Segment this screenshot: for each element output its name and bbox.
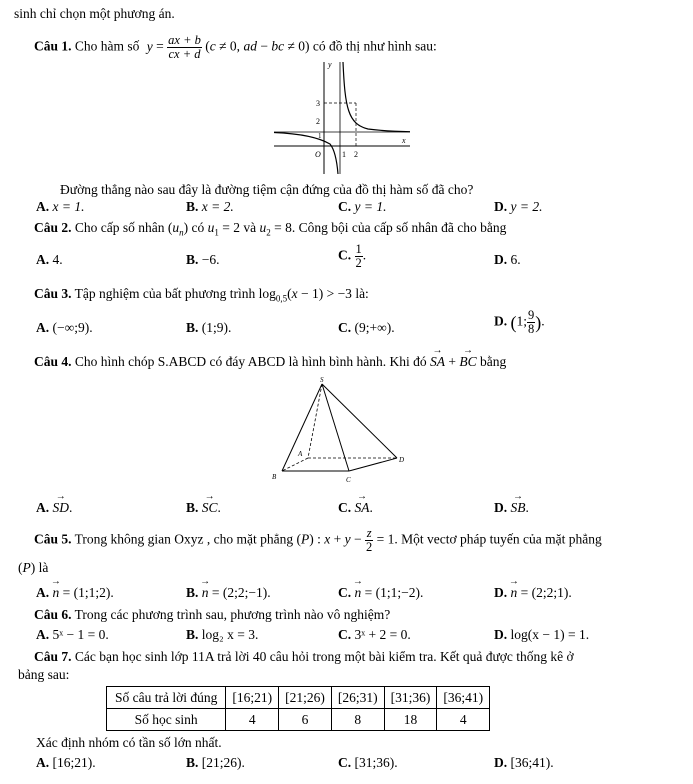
vertex-B: B xyxy=(272,473,277,481)
q7-option-c: C. [31;36). xyxy=(338,755,398,770)
edge-AB xyxy=(282,458,308,471)
table-header-cell: Số câu trả lời đúng xyxy=(107,687,226,709)
table-cell: 6 xyxy=(279,709,332,731)
q7-question: Xác định nhóm có tần số lớn nhất. xyxy=(36,735,222,750)
q4-option-a: A. → SD. xyxy=(36,500,72,516)
q1-option-d: D. y = 2. xyxy=(494,199,543,214)
q5-option-b: B. → n = (2;2;−1). xyxy=(186,585,271,601)
q1-hyperbola-graph xyxy=(268,58,416,176)
left-branch xyxy=(274,133,338,175)
edge-SA xyxy=(308,384,322,458)
q5-option-a: A. → n = (1;1;2). xyxy=(36,585,114,601)
q6-option-d: D. log(x − 1) = 1. xyxy=(494,627,590,642)
vertex-D: D xyxy=(399,456,405,464)
q6-option-b: B. log₂ x = 3. xyxy=(186,627,259,642)
q1-stem: Câu 1. Cho hàm số y = $\frac{ax + b}{cx + d}$ (c ≠ 0, ad − bc ≠ 0) có đồ thị như hình sau: xyxy=(34,33,437,62)
q5-stem: Câu 5. Trong không gian Oxyz , cho mặt phẳng (P) : x + y − $\frac{z}{2}$ = 1. Một vectơ pháp tuyến của mặt phẳng xyxy=(34,526,602,555)
q6-option-a: A. 5ˣ − 1 = 0. xyxy=(36,627,109,642)
table-cell: 4 xyxy=(226,709,279,731)
q2-option-d: D. 6. xyxy=(494,252,521,267)
q1-option-b: B. x = 2. xyxy=(186,199,234,214)
table-cell: [16;21) xyxy=(226,687,279,709)
intro-text: sinh chỉ chọn một phương án. xyxy=(14,6,175,21)
q2-option-a: A. 4. xyxy=(36,252,63,267)
graph-tick-y3: 3 xyxy=(316,99,320,108)
table-row xyxy=(107,709,490,731)
q7-stem: Câu 7. Các bạn học sinh lớp 11A trả lời 40 câu hỏi trong một bài kiểm tra. Kết quả được thống kê ở xyxy=(34,649,574,664)
table-header-cell: Số học sinh xyxy=(107,709,226,731)
vertex-A: A xyxy=(298,450,303,458)
graph-tick-y2: 2 xyxy=(316,117,320,126)
graph-tick-x1: 1 xyxy=(342,150,346,159)
q4-option-c: C. → SA. xyxy=(338,500,373,516)
q4-stem: Câu 4. Cho hình chóp S.ABCD có đáy ABCD là hình bình hành. Khi đó → SA + → BC bằng xyxy=(34,354,506,370)
q5-option-d: D. → n = (2;2;1). xyxy=(494,585,572,601)
q2-stem: Câu 2. Cho cấp số nhân $(u_n)$ có $u_1 = 2$ và $u_2 = 8$. Công bội của cấp số nhân đã cho bằng xyxy=(34,220,507,238)
q3-option-a: A. (−∞;9). xyxy=(36,320,93,335)
q3-option-d: D. (1; $\frac{9}{8}$ ). xyxy=(494,308,545,337)
graph-origin: O xyxy=(315,150,321,159)
table-row xyxy=(107,687,490,709)
q4-option-b: B. → SC. xyxy=(186,500,221,516)
q1-text-a: Cho hàm số xyxy=(74,38,140,54)
q3-label: Câu 3. xyxy=(34,286,72,301)
vertex-C: C xyxy=(346,476,351,484)
graph-x-label: x xyxy=(402,136,406,145)
q4-label: Câu 4. xyxy=(34,354,72,369)
table-cell: 18 xyxy=(384,709,437,731)
q4-option-d: D. → SB. xyxy=(494,500,529,516)
q6-stem: Câu 6. Trong các phương trình sau, phương trình nào vô nghiệm? xyxy=(34,607,391,622)
graph-tick-y1: 1 xyxy=(318,132,322,140)
q1-text-b: có đồ thị như hình sau: xyxy=(312,38,437,54)
vertex-S: S xyxy=(320,376,324,384)
table-cell: [31;36) xyxy=(384,687,437,709)
q3-option-c: C. (9;+∞). xyxy=(338,320,395,335)
edge-CD xyxy=(349,458,397,471)
q5-stem-cont: (P) là xyxy=(18,560,49,575)
q7-stem-cont: bảng sau: xyxy=(18,667,70,682)
table-cell: [36;41) xyxy=(437,687,490,709)
q1-option-c: C. y = 1. xyxy=(338,199,387,214)
right-branch xyxy=(343,62,410,132)
q6-option-c: C. 3ˣ + 2 = 0. xyxy=(338,627,411,642)
q1-question: Đường thẳng nào sau đây là đường tiệm cận đứng của đồ thị hàm số đã cho? xyxy=(60,182,474,197)
graph-y-label: y xyxy=(328,60,332,69)
table-cell: 8 xyxy=(331,709,384,731)
graph-tick-x2: 2 xyxy=(354,150,358,159)
table-cell: 4 xyxy=(437,709,490,731)
q7-label: Câu 7. xyxy=(34,649,72,664)
q2-option-c: C. $\frac{1}{2}$ . xyxy=(338,242,367,271)
q5-option-c: C. → n = (1;1;−2). xyxy=(338,585,423,601)
table-cell: [26;31) xyxy=(331,687,384,709)
q1-label: Câu 1. xyxy=(34,38,72,54)
q2-label: Câu 2. xyxy=(34,220,72,235)
q7-option-d: D. [36;41). xyxy=(494,755,554,770)
q1-option-a: A. x = 1. xyxy=(36,199,85,214)
q7-frequency-table xyxy=(106,686,490,731)
q3-stem: Câu 3. Tập nghiệm của bất phương trình $\log_{0,5}(x - 1) > -3$ là: xyxy=(34,286,369,304)
q2-option-b: B. −6. xyxy=(186,252,220,267)
q6-label: Câu 6. xyxy=(34,607,72,622)
q3-option-b: B. (1;9). xyxy=(186,320,232,335)
q5-label: Câu 5. xyxy=(34,531,72,547)
q7-option-b: B. [21;26). xyxy=(186,755,245,770)
q7-option-a: A. [16;21). xyxy=(36,755,96,770)
q4-pyramid-figure xyxy=(262,374,408,488)
table-cell: [21;26) xyxy=(279,687,332,709)
